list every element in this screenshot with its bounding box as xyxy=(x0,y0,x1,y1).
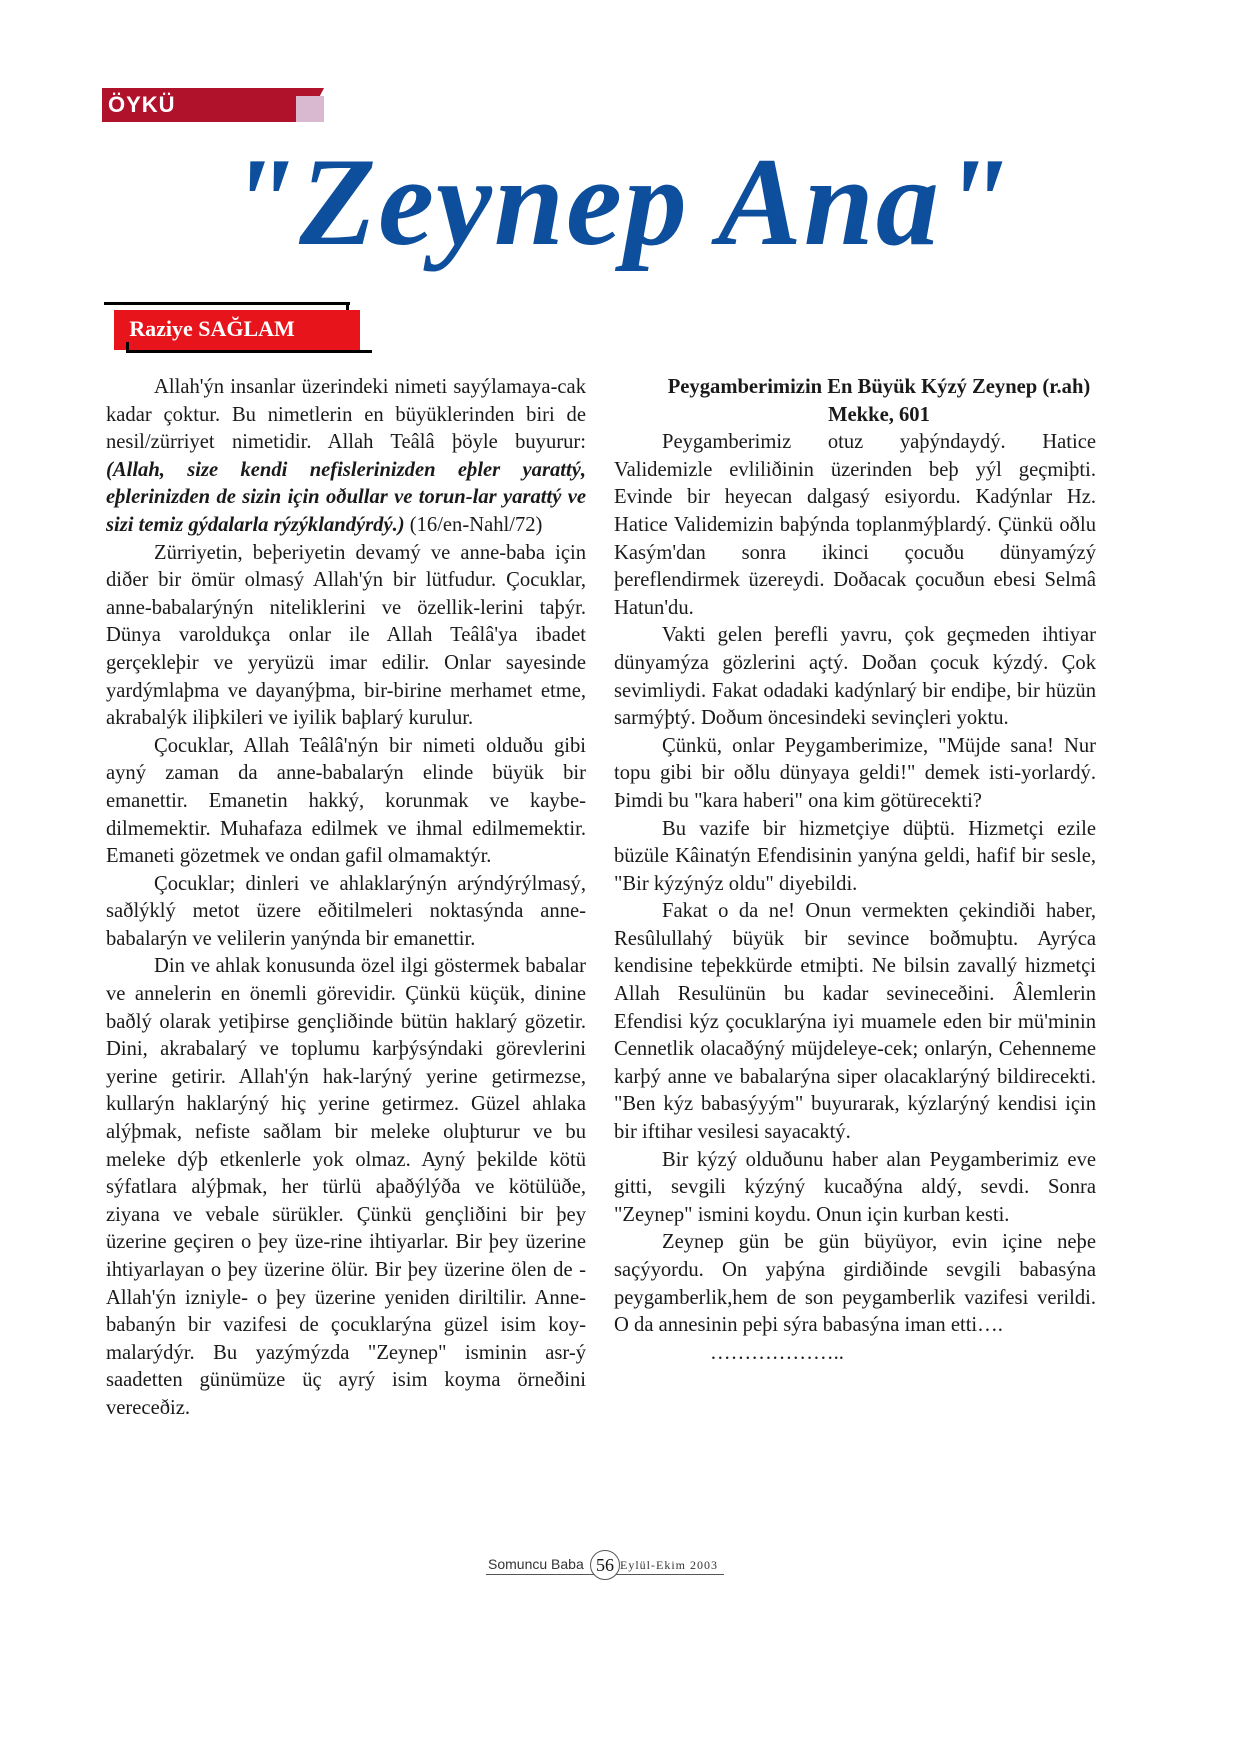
paragraph: Çünkü, onlar Peygamberimize, "Müjde sana! Nur topu gibi bir oðlu dünyaya geldi!" demek isti-yorlardý. Þimdi bu "kara haberi" ona kim götürecekti? xyxy=(614,734,1096,812)
paragraph: Çocuklar; dinleri ve ahlaklarýnýn arýndýrýlmasý, saðlýklý metot üzere eðitilmeleri noktasýnda anne-babalarýn ve velilerin yanýnda bir emanettir. xyxy=(106,872,586,950)
ellipsis-line: ……………….. xyxy=(710,1341,844,1364)
paragraph-text: Allah'ýn insanlar üzerindeki nimeti sayýlamaya-cak kadar çoktur. Bu nimetlerin en büyüklerinden biri de nesil/zürriyet nimetidir. Allah Teâlâ þöyle buyurur: xyxy=(106,376,586,454)
section-subtitle-place: Mekke, 601 xyxy=(828,403,930,426)
issue-date: Eylül-Ekim 2003 xyxy=(620,1558,718,1572)
section-tag-accent xyxy=(296,96,324,122)
verse-quote: (Allah, size kendi nefislerinizden eþler yarattý, eþlerinizden de sizin için oðullar ve torun-lar yarattý ve sizi temiz gýdalarla rýzýklandýrdý.) xyxy=(106,458,586,536)
paragraph: Peygamberimiz otuz yaþýndaydý. Hatice Validemizle evliliðinin üzerinden beþ yýl geçmiþti. Evinde bir heyecan dalgasý esiyordu. Kadýnlar Hz. Hatice Validemizin baþýnda toplanmýþlardý. Çünkü oðlu Kasým'dan sonra ikinci çocuðu dünyamýzý þereflendirmek üzereydi. Doðacak çocuðun ebesi Selmâ Hatun'du. xyxy=(614,431,1096,619)
article-title: "Zeynep Ana" xyxy=(227,133,1013,272)
paragraph: Zürriyetin, beþeriyetin devamý ve anne-baba için diðer bir ömür olmasý Allah'ýn bir lütfudur. Çocuklar, anne-babalarýnýn niteliklerini ve özellik-lerini taþýr. Dünya varoldukça onlar ile Allah Teâlâ'ya ibadet gerçekleþir ve yeryüzü imar edilir. Onlar sayesinde yardýmlaþma ve dayanýþma, bir-birine merhamet etme, akrabalýk iliþkileri ve iyilik baþlarý kurulur. xyxy=(106,541,586,730)
author-rule-top xyxy=(104,302,350,305)
left-column xyxy=(106,374,586,1423)
section-subtitle: Peygamberimizin En Büyük Kýzý Zeynep (r.ah) xyxy=(667,376,1091,398)
paragraph: Fakat o da ne! Onun vermekten çekindiði haber, Resûlullahý büyük bir sevince boðmuþtu. Ayrýca kendisine teþekkürde etmiþti. Ne bilsin zavallý hizmetçi Allah Resulünün bu kadar sevineceðini. Âlemlerin Efendisi kýz çocuklarýna iyi muamele eden bir mü'minin Cennetlik olacaðýný müjdeleye-cek; onlarýn, Cehenneme karþý anne ve babalarýna siper olacaklarýný bildirecekti. "Ben kýz babasýyým" buyurarak, kýzlarýný kendisi için bir iftihar vesilesi sayacaktý. xyxy=(614,900,1096,1144)
author-rule-bottom xyxy=(126,350,372,353)
paragraph: Din ve ahlak konusunda özel ilgi göstermek babalar ve annelerin en önemli görevidir. Çünkü küçük, dinine baðlý olarak yetiþirse gençliðinde bütün haklarý gözetir. Dini, akrabalarý ve toplumu karþýsýndaki görevlerini yerine getirir. Allah'ýn hak-larýný yerine getirmezse, kullarýn haklarýný hiç yerine getirmez. Güzel ahlaka alýþmak, nefiste saðlam bir meleke oluþturur ve bu meleke dýþ etkenlerle yok olmaz. Ayný þekilde kötü sýfatlara alýþmak, her türlü aþaðýlýða ve kötülüðe, ziyana ve vebale sürükler. Çünkü gençliðini bir þey üzerine geçiren o þey üze-rine ihtiyarlar. Bir þey üzerine ihtiyarlayan o þey üzerine ölür. Bir þey üzerine ölen de -Allah'ýn izniyle- o þey üzerine yeniden diriltilir. Anne-babanýn bir vazifesi de çocuklarýna güzel isim koy-malarýdýr. Bu yazýmýzda "Zeynep" isminin asr-ý saadetten günümüze üç ayrý isim koyma örneðini vereceðiz. xyxy=(106,955,586,1419)
page-number: 56 xyxy=(590,1550,620,1580)
page-footer xyxy=(486,1550,724,1580)
paragraph: Çocuklar, Allah Teâlâ'nýn bir nimeti olduðu gibi ayný zaman da anne-babalarýn elinde büyük bir emanettir. Emanetin hakký, korunmak ve kaybe-dilmemektir. Muhafaza edilmek ve ihmal edilmemektir. Emaneti gözetmek ve ondan gafil olmamaktýr. xyxy=(106,734,586,868)
paragraph: Zeynep gün be gün büyüyor, evin içine neþe saçýyordu. On yaþýna girdiðinde sevgili babasýna peygamberlik,hem de son peygamberlik vazifesi verildi. O da annesinin peþi sýra babasýna iman etti…. xyxy=(614,1231,1096,1337)
author-name: Raziye SAĞLAM xyxy=(129,316,295,341)
paragraph xyxy=(106,374,586,540)
author-box xyxy=(114,310,360,350)
right-column xyxy=(614,374,1096,1367)
paragraph: Vakti gelen þerefli yavru, çok geçmeden ihtiyar dünyamýza gözlerini açtý. Doðan çocuk kýzdý. Çok sevimliydi. Fakat odadaki kadýnlarý bir endiþe, bir hüzün sarmýþtý. Doðum öncesindeki sevinçleri yoktu. xyxy=(614,624,1096,730)
paragraph: Bir kýzý olduðunu haber alan Peygamberimiz eve gitti, sevgili kýzýný kucaðýna aldý, sevdi. Sonra "Zeynep" ismini koydu. Onun için kurban kesti. xyxy=(614,1148,1096,1226)
section-tag-label: ÖYKÜ xyxy=(108,92,176,117)
author-rule-tick-bottom xyxy=(126,342,129,353)
magazine-name: Somuncu Baba xyxy=(488,1556,584,1572)
section-tag xyxy=(102,88,324,122)
verse-reference: (16/en-Nahl/72) xyxy=(404,513,543,536)
paragraph: Bu vazife bir hizmetçiye düþtü. Hizmetçi ezile büzüle Kâinatýn Efendisinin yanýna geldi, hafif bir sesle, "Bir kýzýnýz oldu" diyebildi. xyxy=(614,817,1096,895)
